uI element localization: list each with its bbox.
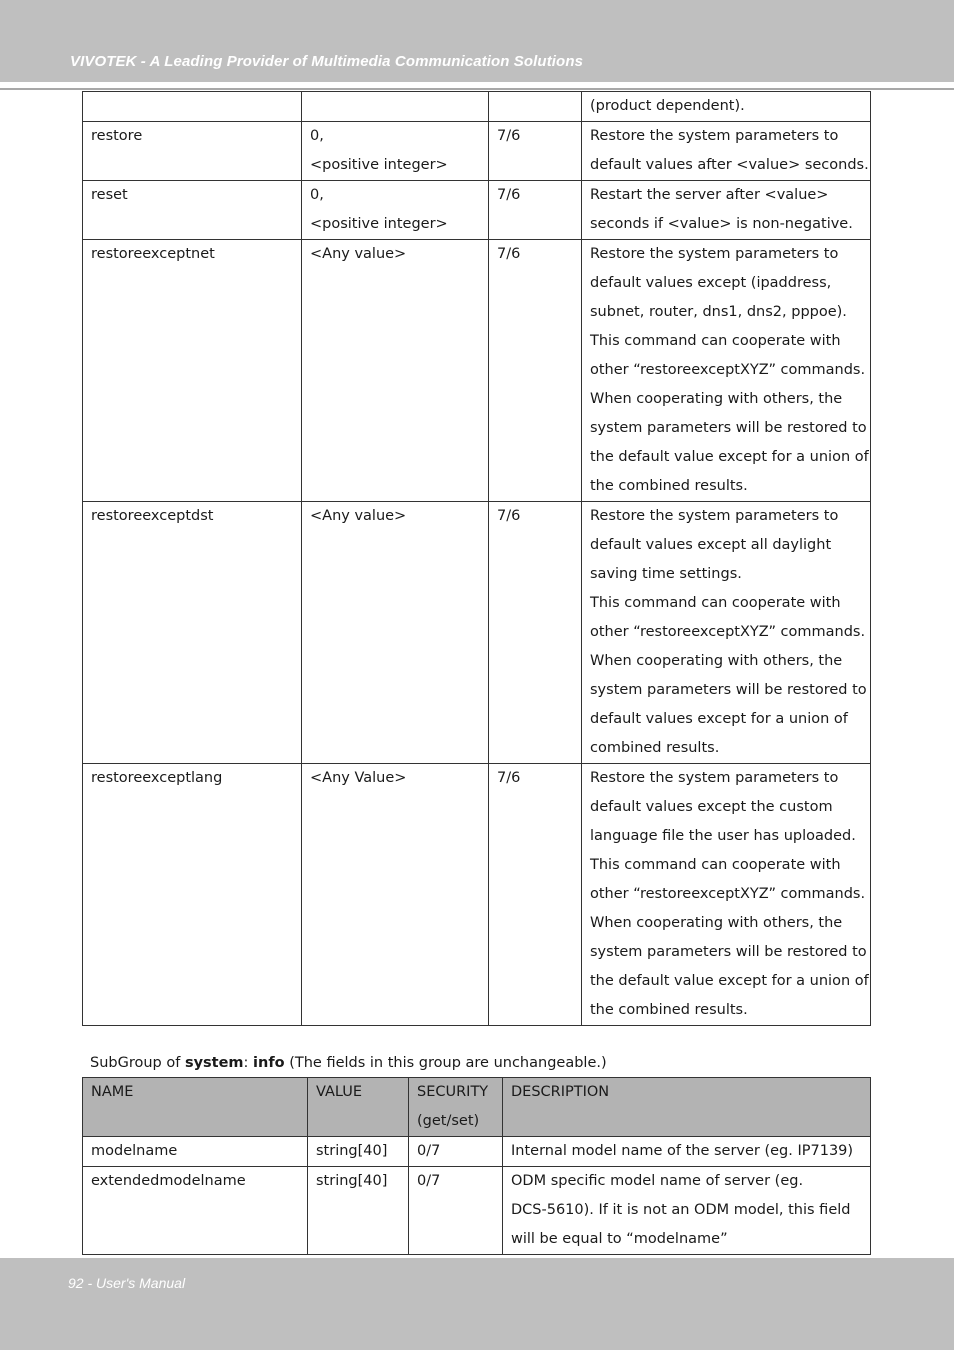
param-description [582, 240, 871, 502]
field-description-line: ODM specific model name of server (eg. [511, 1173, 804, 1189]
param-value [302, 502, 489, 764]
param-description-line: system parameters will be restored to [590, 944, 867, 960]
table-row [83, 502, 871, 764]
param-description-line: Restore the system parameters to [590, 508, 839, 524]
subgroup-name: info [253, 1055, 285, 1071]
table-row [83, 92, 871, 122]
header-name: NAME [83, 1078, 308, 1137]
param-description-line: default values after <value> seconds. [590, 157, 869, 173]
table-row [83, 764, 871, 1026]
param-description-line: the combined results. [590, 1002, 748, 1018]
field-description-line: DCS-5610). If it is not an ODM model, this field [511, 1202, 851, 1218]
param-value-line: <positive integer> [310, 216, 448, 232]
footer-page-label: 92 - User's Manual [68, 1275, 186, 1291]
system-info-table [82, 1077, 871, 1255]
param-value-line: 0, [310, 128, 324, 144]
param-value-line: <Any Value> [310, 770, 407, 786]
param-description-line: This command can cooperate with [590, 857, 841, 873]
param-value-line: <positive integer> [310, 157, 448, 173]
param-description-line: system parameters will be restored to [590, 420, 867, 436]
param-description-line: saving time settings. [590, 566, 742, 582]
param-value [302, 764, 489, 1026]
param-description-line: the default value except for a union of [590, 973, 869, 989]
param-name: reset [83, 181, 302, 240]
param-security: 7/6 [489, 240, 582, 502]
param-name: restoreexceptlang [83, 764, 302, 1026]
header-title: VIVOTEK - A Leading Provider of Multimedia Communication Solutions [70, 53, 584, 70]
param-description-line: When cooperating with others, the [590, 915, 843, 931]
field-description [503, 1167, 871, 1255]
field-value: string[40] [308, 1167, 409, 1255]
field-security: 0/7 [409, 1167, 503, 1255]
param-description-line: This command can cooperate with [590, 595, 841, 611]
table-header-row [83, 1078, 871, 1137]
param-value-line: 0, [310, 187, 324, 203]
header-value: VALUE [308, 1078, 409, 1137]
field-security: 0/7 [409, 1137, 503, 1167]
field-name: modelname [83, 1137, 308, 1167]
table-row [83, 240, 871, 502]
param-description-line: When cooperating with others, the [590, 391, 843, 407]
param-description-line: Restore the system parameters to [590, 246, 839, 262]
param-value-line: <Any value> [310, 246, 407, 262]
header-security-line: (get/set) [417, 1113, 480, 1129]
param-description-line: seconds if <value> is non-negative. [590, 216, 853, 232]
param-security: 7/6 [489, 502, 582, 764]
param-description-line: system parameters will be restored to [590, 682, 867, 698]
header-security-line: SECURITY [417, 1084, 489, 1100]
param-description-line: Restore the system parameters to [590, 770, 839, 786]
param-security [489, 92, 582, 122]
param-description-line: (product dependent). [590, 98, 745, 114]
table-row [83, 181, 871, 240]
subgroup-note: (The fields in this group are unchangeable.) [284, 1055, 607, 1071]
param-description-line: the combined results. [590, 478, 748, 494]
param-security: 7/6 [489, 181, 582, 240]
param-value-line: <Any value> [310, 508, 407, 524]
param-description-line: This command can cooperate with [590, 333, 841, 349]
param-name: restoreexceptdst [83, 502, 302, 764]
param-name: restoreexceptnet [83, 240, 302, 502]
param-description-line: language file the user has uploaded. [590, 828, 856, 844]
table-row [83, 1167, 871, 1255]
subgroup-sep: : [243, 1055, 254, 1071]
field-description-line: will be equal to “modelname” [511, 1231, 728, 1247]
param-description-line: combined results. [590, 740, 720, 756]
param-description-line: other “restoreexceptXYZ” commands. [590, 886, 866, 902]
field-description-line: Internal model name of the server (eg. IP7139) [511, 1143, 854, 1159]
page-footer [0, 1258, 954, 1350]
param-description [582, 764, 871, 1026]
param-description-line: default values except all daylight [590, 537, 832, 553]
param-description-line: other “restoreexceptXYZ” commands. [590, 362, 866, 378]
subgroup-prefix: SubGroup of [90, 1055, 185, 1071]
page-header [0, 0, 954, 82]
param-description [582, 92, 871, 122]
table-row [83, 122, 871, 181]
param-value [302, 240, 489, 502]
param-description-line: other “restoreexceptXYZ” commands. [590, 624, 866, 640]
param-value [302, 181, 489, 240]
param-description-line: default values except (ipaddress, [590, 275, 832, 291]
subgroup-caption [90, 1049, 607, 1078]
param-description [582, 502, 871, 764]
header-description: DESCRIPTION [503, 1078, 871, 1137]
system-parameters-table [82, 91, 871, 1026]
field-name: extendedmodelname [83, 1167, 308, 1255]
table-row [83, 1137, 871, 1167]
subgroup-group: system [184, 1055, 244, 1071]
param-description-line: the default value except for a union of [590, 449, 869, 465]
param-value [302, 92, 489, 122]
field-value: string[40] [308, 1137, 409, 1167]
param-description-line: Restore the system parameters to [590, 128, 839, 144]
field-description [503, 1137, 871, 1167]
param-description-line: Restart the server after <value> [590, 187, 829, 203]
param-description [582, 181, 871, 240]
param-description-line: subnet, router, dns1, dns2, pppoe). [590, 304, 847, 320]
param-value [302, 122, 489, 181]
header-security [409, 1078, 503, 1137]
param-description-line: default values except the custom [590, 799, 833, 815]
param-description-line: default values except for a union of [590, 711, 848, 727]
param-description [582, 122, 871, 181]
param-name [83, 92, 302, 122]
param-security: 7/6 [489, 764, 582, 1026]
param-description-line: When cooperating with others, the [590, 653, 843, 669]
param-security: 7/6 [489, 122, 582, 181]
header-divider [0, 88, 954, 90]
param-name: restore [83, 122, 302, 181]
